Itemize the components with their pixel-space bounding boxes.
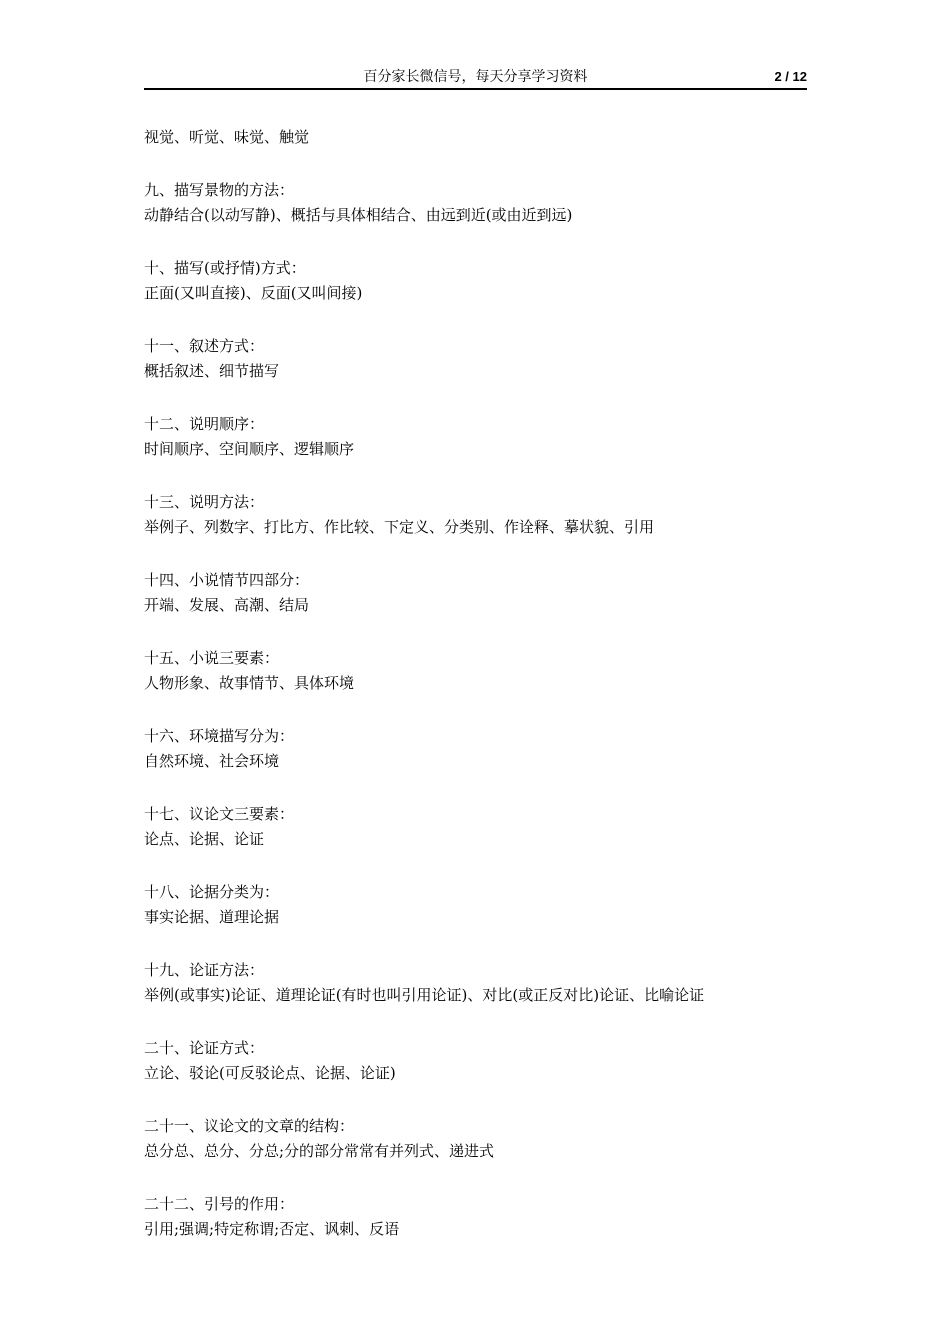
section-body: 时间顺序、空间顺序、逻辑顺序 [144,440,355,458]
section-heading: 十一、叙述方式： [144,337,265,355]
page-header [144,68,807,90]
section-20 [144,1037,824,1084]
section-body: 论点、论据、论证 [144,830,265,848]
section-body: 开端、发展、高潮、结局 [144,596,310,614]
section-14 [144,569,824,616]
section-body: 动静结合(以动写静)、概括与具体相结合、由远到近(或由近到远) [144,206,573,224]
section-heading: 十六、环境描写分为： [144,727,295,745]
section-body: 概括叙述、细节描写 [144,362,280,380]
section-heading: 二十一、议论文的文章的结构： [144,1117,355,1135]
section-21 [144,1115,824,1162]
section-17 [144,803,824,850]
section-body: 正面(又叫直接)、反面(又叫间接) [144,284,363,302]
section-22 [144,1193,824,1240]
section-heading: 十四、小说情节四部分： [144,571,310,589]
section-16 [144,725,824,772]
section-heading: 十三、说明方法： [144,493,265,511]
section-body: 自然环境、社会环境 [144,752,280,770]
section-15 [144,647,824,694]
section-13 [144,491,824,538]
section-9 [144,179,824,226]
header-title: 百分家长微信号，每天分享学习资料 [363,69,588,85]
section-11 [144,335,824,382]
section-heading: 二十二、引号的作用： [144,1195,295,1213]
section-heading: 十七、议论文三要素： [144,805,295,823]
page-number: 2 / 12 [774,69,807,84]
section-18 [144,881,824,928]
document-body [144,126,824,1271]
intro-line: 视觉、听觉、味觉、触觉 [144,128,310,146]
section-body: 举例(或事实)论证、道理论证(有时也叫引用论证)、对比(或正反对比)论证、比喻论证 [144,986,705,1004]
section-heading: 十五、小说三要素： [144,649,280,667]
section-heading: 十八、论据分类为： [144,883,280,901]
section-body: 事实论据、道理论据 [144,908,280,926]
section-body: 人物形象、故事情节、具体环境 [144,674,355,692]
section-heading: 十、描写(或抒情)方式： [144,259,306,277]
section-body: 总分总、总分、分总;分的部分常常有并列式、递进式 [144,1142,495,1160]
section-19 [144,959,824,1006]
section-heading: 十二、说明顺序： [144,415,265,433]
section-12 [144,413,824,460]
section-heading: 九、描写景物的方法： [144,181,295,199]
section-heading: 十九、论证方法： [144,961,265,979]
section-body: 立论、驳论(可反驳论点、论据、论证) [144,1064,396,1082]
section-10 [144,257,824,304]
section-heading: 二十、论证方式： [144,1039,265,1057]
section-body: 引用;强调;特定称谓;否定、讽刺、反语 [144,1220,400,1238]
section-body: 举例子、列数字、打比方、作比较、下定义、分类别、作诠释、摹状貌、引用 [144,518,655,536]
